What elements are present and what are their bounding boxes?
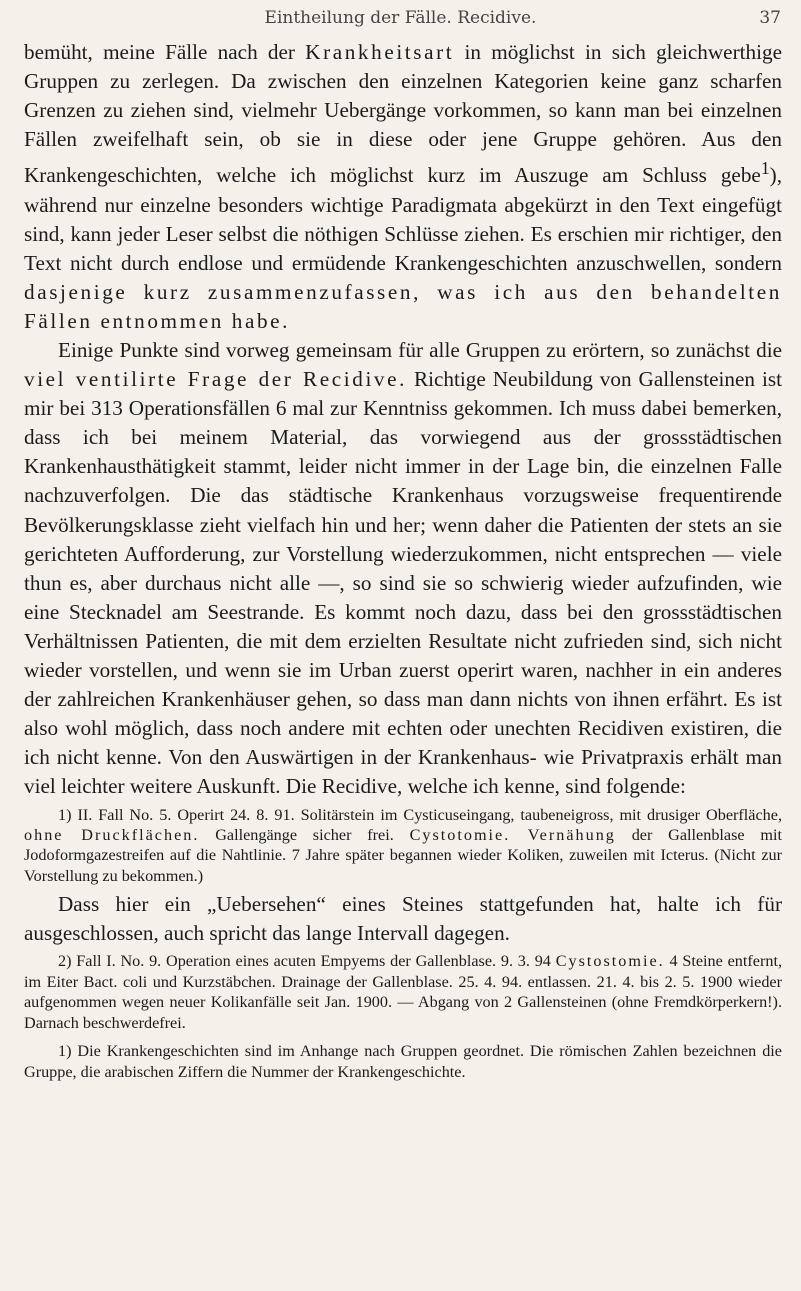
text-run: bemüht, meine Fälle nach der xyxy=(24,40,306,64)
running-header xyxy=(0,4,801,34)
text-run: 2) Fall I. No. 9. Operation eines acuten Empyems der Gallenblase. 9. 3. 94 xyxy=(58,952,556,971)
page-body xyxy=(24,38,782,1083)
spaced-emphasis: dasjenige kurz zusammenzufassen, was ich aus den behandelten Fällen entnommen habe. xyxy=(24,279,782,333)
paragraph-3: Dass hier ein „Uebersehen“ eines Steines stattgefunden hat, halte ich für ausgeschlossen, auch spricht das lange Intervall dagegen. xyxy=(24,892,782,946)
spaced-emphasis: ohne Druckflächen. xyxy=(24,825,200,844)
case-2 xyxy=(24,951,782,1033)
paragraph-2 xyxy=(24,336,782,802)
case-1 xyxy=(24,805,782,887)
text-run: Gallengänge sicher frei. xyxy=(199,825,410,844)
text-run: der Gallenblase mit Jodoformgazestreifen auf die Nahtlinie. 7 Jahre später begannen wieder Koliken, zuweilen mit Icterus. (Nicht zur Vorstellung zu bekommen.) xyxy=(24,825,782,885)
text-run: in möglichst in sich gleichwerthige Gruppen zu zerlegen. Da zwischen den einzelnen Kategorien keine ganz scharfen Grenzen zu ziehen sind, vielmehr Uebergänge vorkommen, so kann man bei einzelnen Fällen zweifelhaft sein, ob sie in diese oder jene Gruppe gehören. Aus den Krankengeschichten, welche ich möglichst kurz im Auszuge am Schluss gebe xyxy=(24,40,782,188)
text-run: Richtige Neubildung von Gallensteinen ist mir bei 313 Operationsfällen 6 mal zur Kenntniss gekommen. Ich muss dabei bemerken, dass ich bei meinem Material, das vorwiegend aus der grossstädtischen Krankenhausthätigkeit stammt, leider nicht immer in der Lage bin, die einzelnen Falle nachzuverfolgen. Die das städtische Krankenhaus vorzugsweise frequentirende Bevölkerungsklasse zieht vielfach hin und her; wenn daher die Patienten der stets an sie gerichteten Aufforderung, zur Vorstellung wiederzukommen, nicht entsprechen — viele thun es, aber durchaus nicht alle —, so sind sie so schwierig wieder aufzufinden, wie eine Stecknadel am Seestrande. Es kommt noch dazu, dass bei den grossstädtischen Verhältnissen Patienten, die mit dem erzielten Resultate nicht zufrieden sind, sich nicht wieder vorstellen, und wenn sie im Urban zuerst operirt waren, nachher in ein anderes der zahlreichen Krankenhäuser gehen, so dass man dann nichts von ihnen erfährt. Es ist also wohl möglich, dass noch andere mit echten oder unechten Recidiven existiren, die ich nicht kenne. Von den Auswärtigen in der Krankenhaus- wie Privatpraxis erhält man viel leichter weitere Auskunft. Die Recidive, welche ich kenne, sind folgende: xyxy=(24,367,782,799)
spaced-emphasis: Cystostomie. xyxy=(555,952,665,971)
text-run: 4 Steine entfernt, im Eiter Bact. coli und Kurzstäbchen. Drainage der Gallenblase. 25. 4. 94. entlassen. 21. 4. bis 2. 5. 1900 wieder aufgenommen wegen neuer Kolikanfälle seit Jan. 1900. — Abgang von 2 Gallensteinen (ohne Fremdkörperkern!). Darnach beschwerdefrei. xyxy=(24,952,783,1032)
running-title: Eintheilung der Fälle. Recidive. xyxy=(264,8,537,28)
text-run: ), während nur einzelne besonders wichtige Paradigmata abgekürzt in den Text eingefügt sind, kann jeder Leser selbst die nöthigen Schlüsse ziehen. Es erschien mir richtiger, den Text nicht durch endlose und ermüdende Krankengeschichten anzuschwellen, sondern xyxy=(24,163,782,275)
spaced-emphasis: viel ventilirte Frage der Recidive. xyxy=(24,367,408,392)
paragraph-1 xyxy=(24,38,782,336)
text-run: Einige Punkte sind vorweg gemeinsam für alle Gruppen zu erörtern, so zunächst die xyxy=(58,338,782,362)
spaced-emphasis: Krankheitsart xyxy=(305,40,455,64)
spaced-emphasis: Cystotomie. Vernähung xyxy=(409,825,616,844)
footnote-ref: 1 xyxy=(760,158,770,179)
text-run: 1) II. Fall No. 5. Operirt 24. 8. 91. Solitärstein im Cysticuseingang, taubeneigross, mit drusiger Oberfläche, xyxy=(58,805,782,824)
page-number: 37 xyxy=(759,8,781,28)
footnote: 1) Die Krankengeschichten sind im Anhange nach Gruppen geordnet. Die römischen Zahlen bezeichnen die Gruppe, die arabischen Ziffern die Nummer der Krankengeschichte. xyxy=(24,1041,782,1081)
